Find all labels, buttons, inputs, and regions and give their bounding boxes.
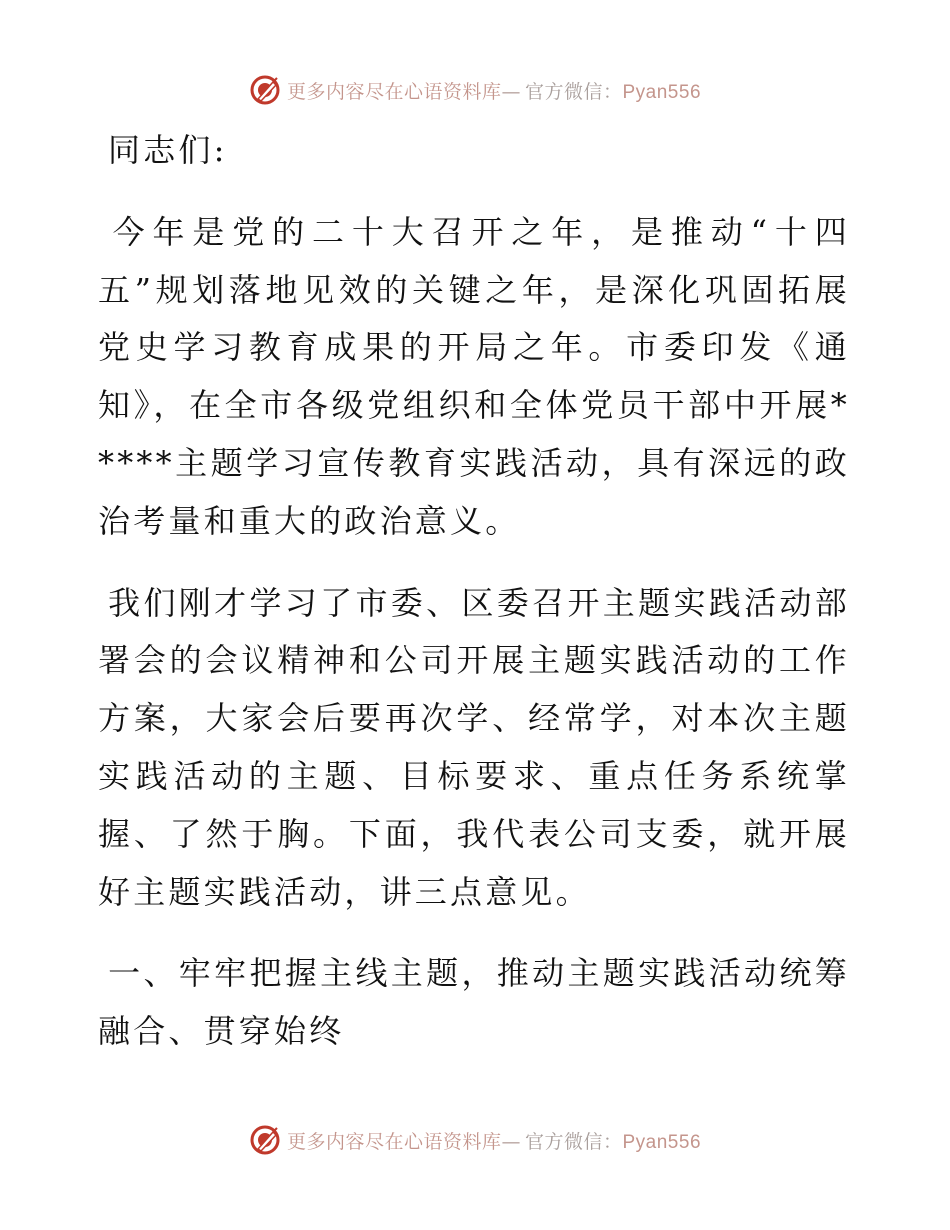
document-body <box>98 122 850 1085</box>
watermark-label: 官方微信： <box>524 1130 623 1153</box>
watermark-text: 更多内容尽在心语资料库 <box>286 80 502 103</box>
section-heading-1-text: 一、牢牢把握主线主题，推动主题实践活动统筹融合、贯穿始终 <box>98 954 850 1051</box>
watermark-text: 更多内容尽在心语资料库 <box>286 1130 502 1153</box>
watermark-separator: — <box>501 80 521 103</box>
paragraph-1-text: 今年是党的二十大召开之年，是推动“十四五”规划落地见效的关键之年，是深化巩固拓展党史学习教育成果的开局之年。市委印发《通知》，在全市各级党组织和全体党员干部中开展*****主题学习宣传教育实践活动，具有深远的政治考量和重大的政治意义。 <box>98 212 850 540</box>
watermark-separator: — <box>501 1130 521 1153</box>
footer-watermark <box>0 1120 950 1160</box>
salutation-text: 同志们: <box>108 131 228 169</box>
paragraph-2-text: 我们刚才学习了市委、区委召开主题实践活动部署会的会议精神和公司开展主题实践活动的工作方案，大家会后要再次学、经常学，对本次主题实践活动的主题、目标要求、重点任务系统掌握、了然于胸。下面，我代表公司支委，就开展好主题实践活动，讲三点意见。 <box>98 583 850 911</box>
paragraph-1 <box>98 204 850 551</box>
header-watermark <box>0 70 950 110</box>
section-heading-1 <box>98 945 850 1061</box>
paragraph-2 <box>98 575 850 922</box>
watermark-id: Pyan556 <box>622 1131 702 1153</box>
salutation <box>98 122 850 180</box>
watermark-id: Pyan556 <box>622 81 702 103</box>
pen-logo-icon <box>249 1124 281 1156</box>
pen-logo-icon <box>249 74 281 106</box>
watermark-label: 官方微信： <box>524 80 623 103</box>
